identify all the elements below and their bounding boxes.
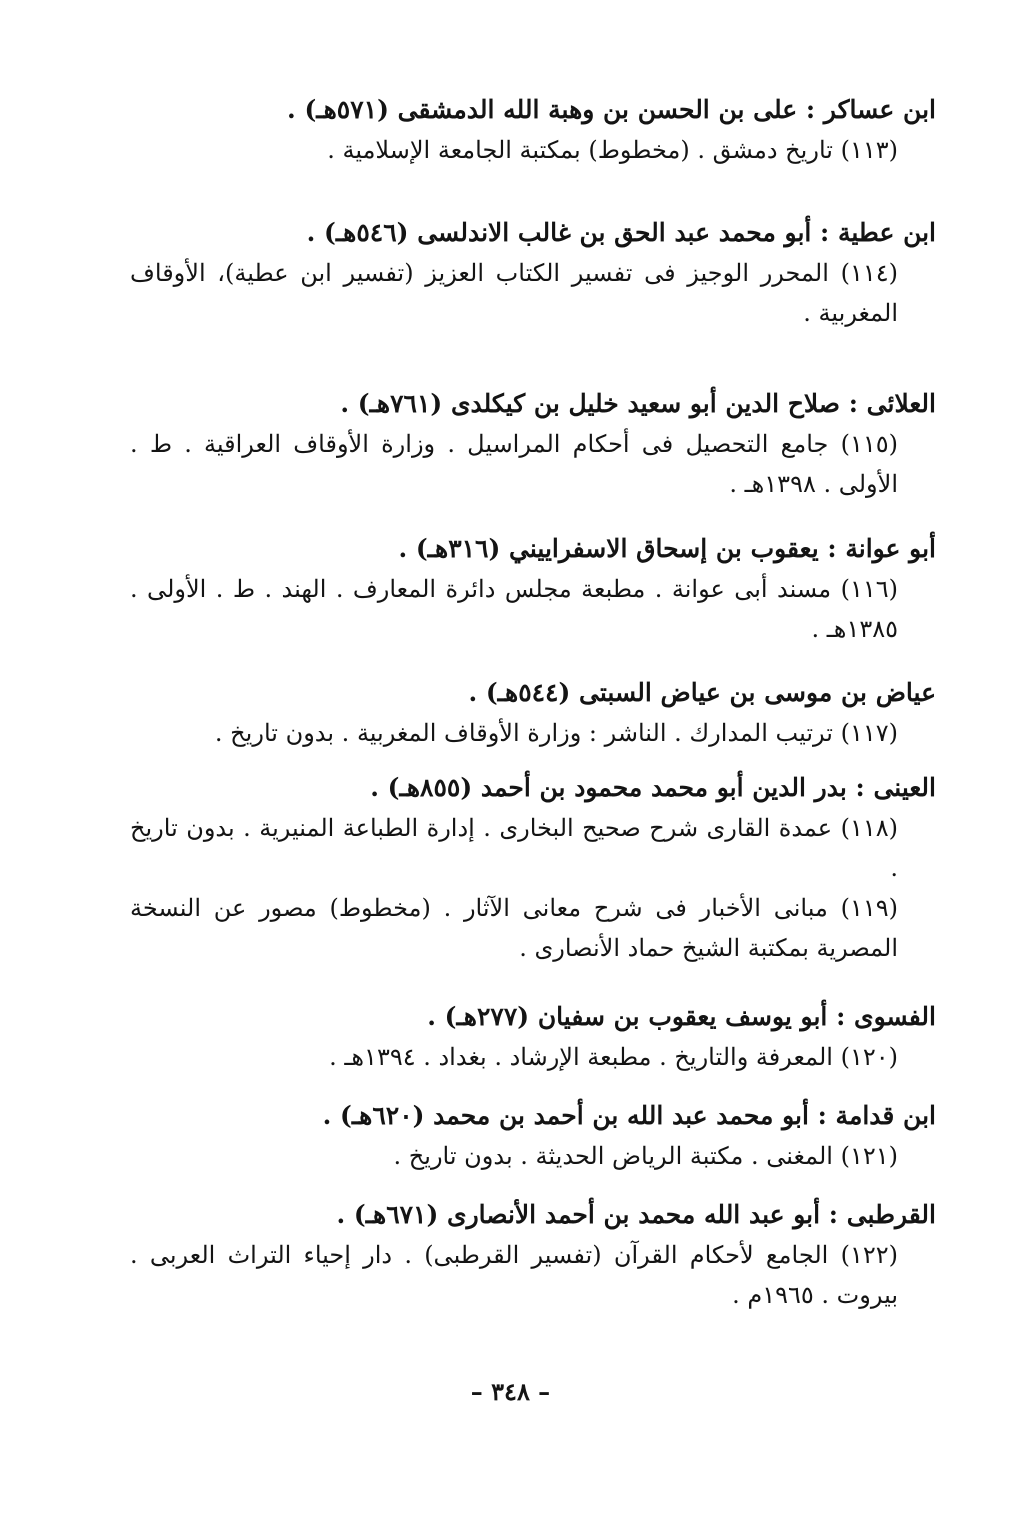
bibliography-entry — [130, 768, 936, 968]
work-number: (١١٦) — [840, 575, 898, 603]
bibliography-entry — [130, 1096, 936, 1176]
work-text: ترتيب المدارك . الناشر : وزارة الأوقاف المغربية . بدون تاريخ . — [214, 719, 833, 747]
work-number: (١١٩) — [840, 894, 898, 922]
work-item — [130, 424, 898, 504]
work-number: (١١٧) — [840, 719, 898, 747]
work-number: (١١٥) — [840, 430, 898, 458]
work-text: تاريخ دمشق . (مخطوط) بمكتبة الجامعة الإسلامية . — [327, 136, 833, 164]
author-heading: ابن عطية : أبو محمد عبد الحق بن غالب الاندلسى (٥٤٦هـ) . — [306, 218, 936, 247]
work-item — [130, 1235, 898, 1315]
author-heading: أبو عوانة : يعقوب بن إسحاق الاسفراييني (٣١٦هـ) . — [398, 534, 936, 563]
work-item — [130, 569, 898, 649]
bibliography-entry — [130, 213, 936, 333]
work-text: الجامع لأحكام القرآن (تفسير القرطبى) . دار إحياء التراث العربى . بيروت . ١٩٦٥م . — [130, 1241, 898, 1309]
author-heading: الفسوى : أبو يوسف يعقوب بن سفيان (٢٧٧هـ) . — [427, 1002, 936, 1031]
work-item — [130, 808, 898, 888]
bibliography-entry — [130, 529, 936, 649]
work-number: (١١٣) — [840, 136, 898, 164]
work-text: المغنى . مكتبة الرياض الحديثة . بدون تاريخ . — [393, 1142, 833, 1170]
work-text: جامع التحصيل فى أحكام المراسيل . وزارة الأوقاف العراقية . ط . الأولى . ١٣٩٨هـ . — [130, 430, 898, 498]
work-text: المحرر الوجيز فى تفسير الكتاب العزيز (تفسير ابن عطية)، الأوقاف المغربية . — [130, 259, 898, 327]
work-text: عمدة القارى شرح صحيح البخارى . إدارة الطباعة المنيرية . بدون تاريخ . — [130, 814, 898, 882]
author-heading: عياض بن موسى بن عياض السبتى (٥٤٤هـ) . — [468, 678, 936, 707]
work-item — [130, 888, 898, 968]
work-item — [130, 130, 898, 170]
author-heading: العينى : بدر الدين أبو محمد محمود بن أحمد (٨٥٥هـ) . — [370, 773, 936, 802]
work-number: (١٢٠) — [840, 1043, 898, 1071]
work-item — [130, 1037, 898, 1077]
work-number: (١١٤) — [840, 259, 898, 287]
author-heading: ابن عساكر : على بن الحسن بن وهبة الله الدمشقى (٥٧١هـ) . — [287, 95, 936, 124]
bibliography-entry — [130, 90, 936, 170]
work-number: (١١٨) — [840, 814, 898, 842]
work-text: مبانى الأخبار فى شرح معانى الآثار . (مخطوط) مصور عن النسخة المصرية بمكتبة الشيخ حماد الأنصارى . — [130, 894, 898, 962]
author-heading: القرطبى : أبو عبد الله محمد بن أحمد الأنصارى (٦٧١هـ) . — [336, 1200, 936, 1229]
page-number: – ٣٤٨ – — [470, 1377, 551, 1406]
bibliography-entry — [130, 997, 936, 1077]
bibliography-entry — [130, 384, 936, 504]
author-heading: ابن قدامة : أبو محمد عبد الله بن أحمد بن محمد (٦٢٠هـ) . — [322, 1101, 936, 1130]
author-heading: العلائى : صلاح الدين أبو سعيد خليل بن كيكلدى (٧٦١هـ) . — [340, 389, 936, 418]
work-number: (١٢٢) — [840, 1241, 898, 1269]
work-item — [130, 713, 898, 753]
work-text: مسند أبى عوانة . مطبعة مجلس دائرة المعارف . الهند . ط . الأولى . ١٣٨٥هـ . — [130, 575, 898, 643]
work-item — [130, 1136, 898, 1176]
work-number: (١٢١) — [840, 1142, 898, 1170]
bibliography-entry — [130, 673, 936, 753]
work-item — [130, 253, 898, 333]
bibliography-entry — [130, 1195, 936, 1315]
work-text: المعرفة والتاريخ . مطبعة الإرشاد . بغداد . ١٣٩٤هـ . — [329, 1043, 833, 1071]
bibliography-page — [130, 80, 936, 1460]
